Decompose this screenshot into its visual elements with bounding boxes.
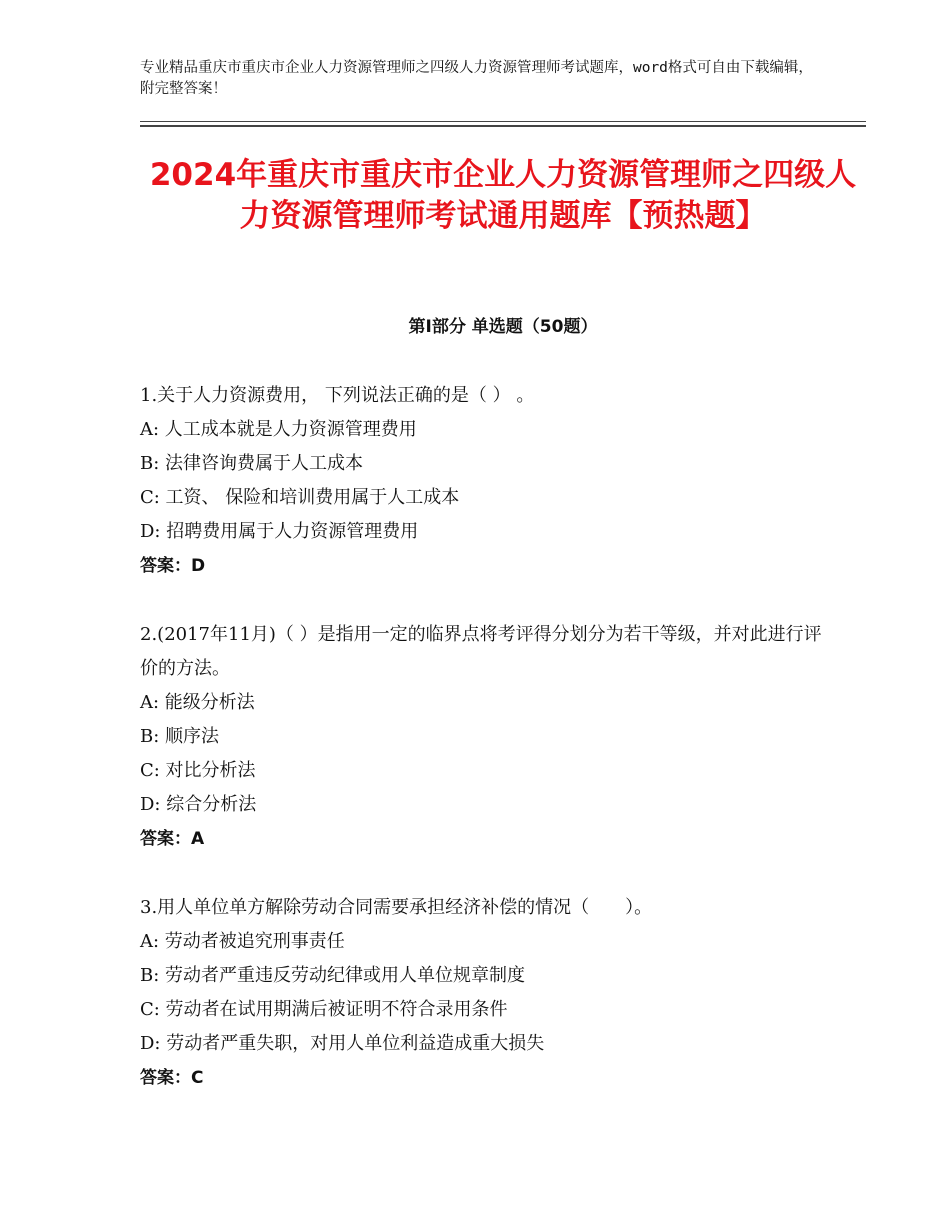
- header-note: 专业精品重庆市重庆市企业人力资源管理师之四级人力资源管理师考试题库，word格式可自由下载编辑，附完整答案！: [140, 60, 813, 97]
- section-heading: 第Ⅰ部分 单选题（50题）: [408, 317, 598, 337]
- answer-label: 答案：A: [140, 829, 205, 849]
- header-rule-thin: [140, 121, 866, 122]
- question-stem: 1.关于人力资源费用， 下列说法正确的是（ ） 。: [140, 385, 535, 406]
- option-b: B: 法律咨询费属于人工成本: [140, 453, 364, 474]
- option-c: C: 劳动者在试用期满后被证明不符合录用条件: [140, 999, 508, 1020]
- option-d: D: 综合分析法: [140, 794, 257, 815]
- option-b: B: 劳动者严重违反劳动纪律或用人单位规章制度: [140, 965, 526, 986]
- option-c: C: 工资、 保险和培训费用属于人工成本: [140, 487, 460, 508]
- question-stem: 2.(2017年11月)（ ）是指用一定的临界点将考评得分划分为若干等级，并对此进行评价的方法。: [140, 624, 822, 679]
- option-a: A: 人工成本就是人力资源管理费用: [140, 419, 417, 440]
- document-title: 2024年重庆市重庆市企业人力资源管理师之四级人力资源管理师考试通用题库【预热题】: [149, 157, 857, 234]
- question-2: [140, 618, 830, 856]
- option-d: D: 招聘费用属于人力资源管理费用: [140, 521, 419, 542]
- header-rule-thick: [140, 125, 866, 127]
- answer-label: 答案：C: [140, 1068, 204, 1088]
- option-a: A: 劳动者被追究刑事责任: [140, 931, 345, 952]
- option-a: A: 能级分析法: [140, 692, 255, 713]
- question-1: [140, 379, 830, 583]
- option-b: B: 顺序法: [140, 726, 220, 747]
- option-c: C: 对比分析法: [140, 760, 256, 781]
- answer-label: 答案：D: [140, 556, 206, 576]
- question-3: [140, 891, 830, 1095]
- option-d: D: 劳动者严重失职，对用人单位利益造成重大损失: [140, 1033, 545, 1054]
- question-stem: 3.用人单位单方解除劳动合同需要承担经济补偿的情况（ ）。: [140, 897, 653, 918]
